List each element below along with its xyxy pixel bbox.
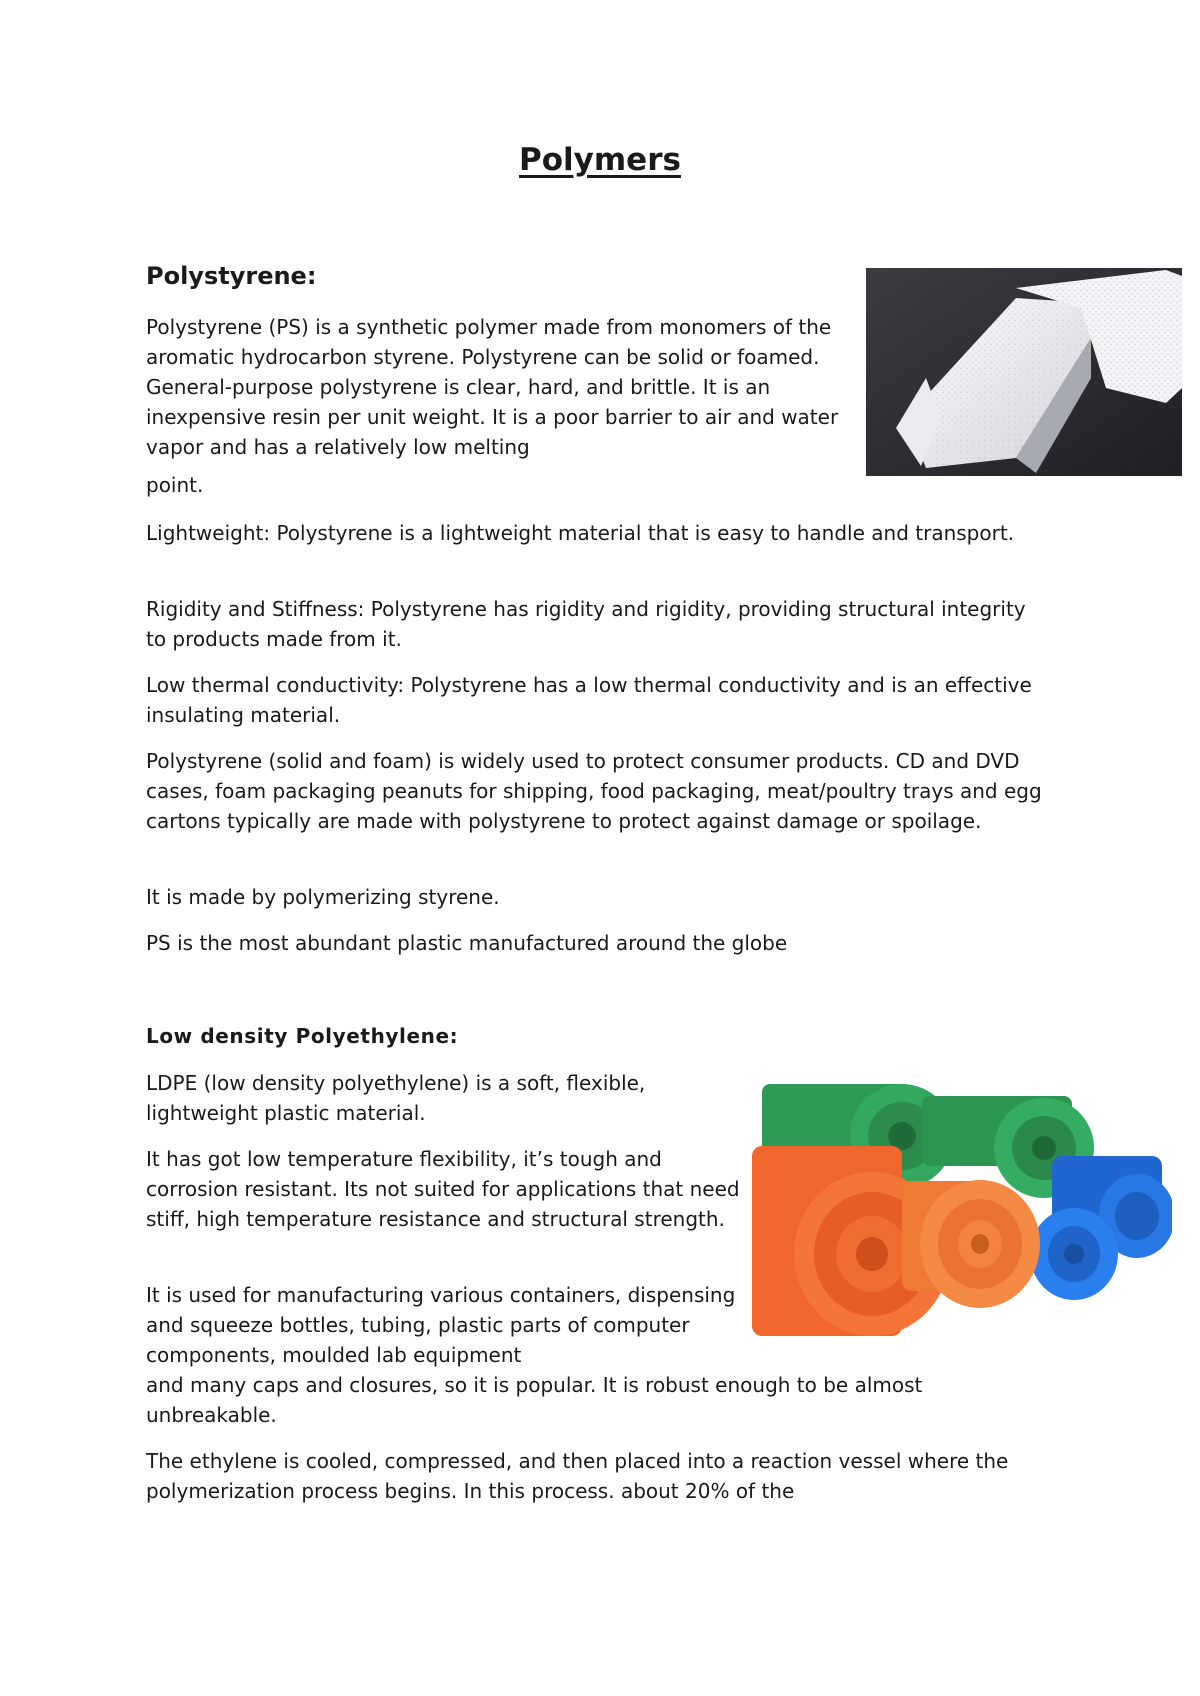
ldpe-heading: Low density Polyethylene:: [146, 1024, 459, 1048]
polystyrene-lightweight: Lightweight: Polystyrene is a lightweight material that is easy to handle and transport.: [146, 521, 1015, 545]
polystyrene-made-by: It is made by polymerizing styrene.: [146, 885, 500, 909]
ldpe-flexibility: It has got low temperature flexibility, it’s tough and corrosion resistant. Its not suited for applications that need stiff, high temperature resistance and structural strength.: [146, 1147, 740, 1231]
page-title: Polymers: [519, 142, 681, 178]
polystyrene-intro-end: point.: [146, 473, 204, 497]
ldpe-uses-continued: and many caps and closures, so it is popular. It is robust enough to be almost unbreakable.: [146, 1373, 923, 1427]
ldpe-intro: LDPE (low density polyethylene) is a soft, flexible, lightweight plastic material.: [146, 1071, 646, 1125]
polystyrene-abundance: PS is the most abundant plastic manufactured around the globe: [146, 931, 788, 955]
polystyrene-heading: Polystyrene:: [146, 262, 317, 290]
polystyrene-intro: Polystyrene (PS) is a synthetic polymer made from monomers of the aromatic hydrocarbon styrene. Polystyrene can be solid or foamed. General-purpose polystyrene is clear, hard, and brittle. It is an inexpensive resin per unit weight. It is a poor barrier to air and water vapor and has a relatively low melting: [146, 315, 839, 459]
ldpe-uses: It is used for manufacturing various containers, dispensing and squeeze bottles, tubing, plastic parts of computer components, moulded lab equipment: [146, 1283, 736, 1367]
polystyrene-rigidity: Rigidity and Stiffness: Polystyrene has rigidity and rigidity, providing structural integrity to products made from it.: [146, 597, 1026, 651]
ldpe-rolls-image: [752, 1066, 1172, 1352]
polystyrene-uses: Polystyrene (solid and foam) is widely used to protect consumer products. CD and DVD cases, foam packaging peanuts for shipping, food packaging, meat/poultry trays and egg cartons typically are made with polystyrene to protect against damage or spoilage.: [146, 749, 1042, 833]
polystyrene-foam-image: [866, 268, 1182, 476]
ldpe-process: The ethylene is cooled, compressed, and then placed into a reaction vessel where the polymerization process begins. In this process. about 20% of the: [146, 1449, 1009, 1503]
polystyrene-thermal: Low thermal conductivity: Polystyrene has a low thermal conductivity and is an effective insulating material.: [146, 673, 1032, 727]
